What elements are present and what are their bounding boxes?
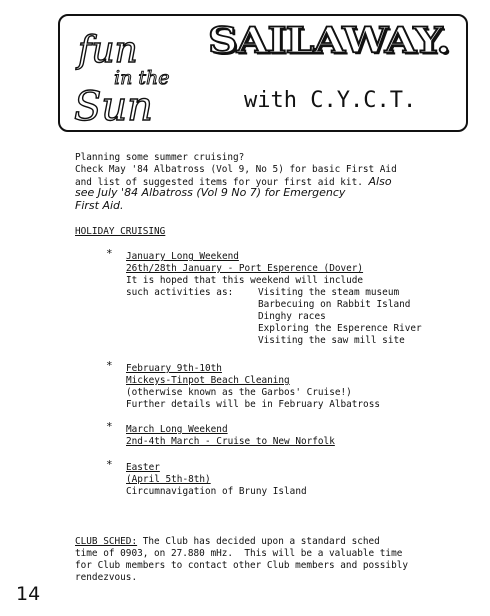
event-title: March Long Weekend — [126, 424, 228, 435]
event-subtitle: 2nd-4th March - Cruise to New Norfolk — [126, 436, 335, 447]
intro-handwritten-3: First Aid. — [75, 199, 124, 212]
event-title: Easter — [126, 462, 160, 473]
event-subtitle: Mickeys-Tinpot Beach Cleaning — [126, 375, 290, 386]
event-description: Circumnavigation of Bruny Island — [126, 486, 307, 497]
intro-line-3-typed: and list of suggested items for your first aid kit. — [75, 177, 363, 188]
activity-item: Visiting the steam museum — [258, 287, 400, 298]
event-description: such activities as: — [126, 287, 234, 298]
bullet-star: * — [106, 359, 113, 372]
event-subtitle: (April 5th-8th) — [126, 474, 211, 485]
intro-line-2: Check May '84 Albatross (Vol 9, No 5) for basic First Aid — [75, 164, 397, 175]
bullet-star: * — [106, 247, 113, 260]
masthead-title: SAILAWAY. — [208, 20, 450, 62]
fun-in-the-sun-logo — [70, 22, 180, 126]
event-title: January Long Weekend — [126, 251, 239, 262]
logo-word-in-the: in the — [114, 67, 170, 89]
intro-handwritten-2: see July '84 Albatross (Vol 9 No 7) for Emergency — [75, 186, 346, 199]
event-description: (otherwise known as the Garbos' Cruise!) — [126, 387, 352, 398]
activity-item: Visiting the saw mill site — [258, 335, 405, 346]
event-title: February 9th-10th — [126, 363, 222, 374]
intro-handwritten-1: Also — [368, 175, 392, 188]
page-number: 14 — [16, 583, 41, 605]
event-description: It is hoped that this weekend will include — [126, 275, 364, 286]
bullet-star: * — [106, 458, 113, 471]
logo-word-fun: fun — [78, 30, 138, 71]
event-subtitle: 26th/28th January - Port Esperence (Dover) — [126, 263, 364, 274]
activity-item: Barbecuing on Rabbit Island — [258, 299, 411, 310]
section-heading: HOLIDAY CRUISING — [75, 226, 166, 237]
activity-item: Dinghy races — [258, 311, 326, 322]
activity-item: Exploring the Esperence River — [258, 323, 422, 334]
club-sched-label: CLUB SCHED: — [75, 536, 138, 547]
club-sched-line-3: for Club members to contact other Club members and possibly — [75, 560, 409, 571]
masthead-subtitle: with C.Y.C.T. — [244, 88, 417, 113]
club-sched-line-4: rendezvous. — [75, 572, 138, 583]
club-sched-line-2: time of 0903, on 27.880 mHz. This will be a valuable time — [75, 548, 403, 559]
logo-word-sun: Sun — [74, 84, 153, 126]
event-description: Further details will be in February Albatross — [126, 399, 380, 410]
intro-line-1: Planning some summer cruising? — [75, 152, 245, 163]
club-sched-line-1 — [75, 536, 380, 548]
club-sched-text-1: The Club has decided upon a standard sched — [137, 536, 380, 547]
bullet-star: * — [106, 420, 113, 433]
